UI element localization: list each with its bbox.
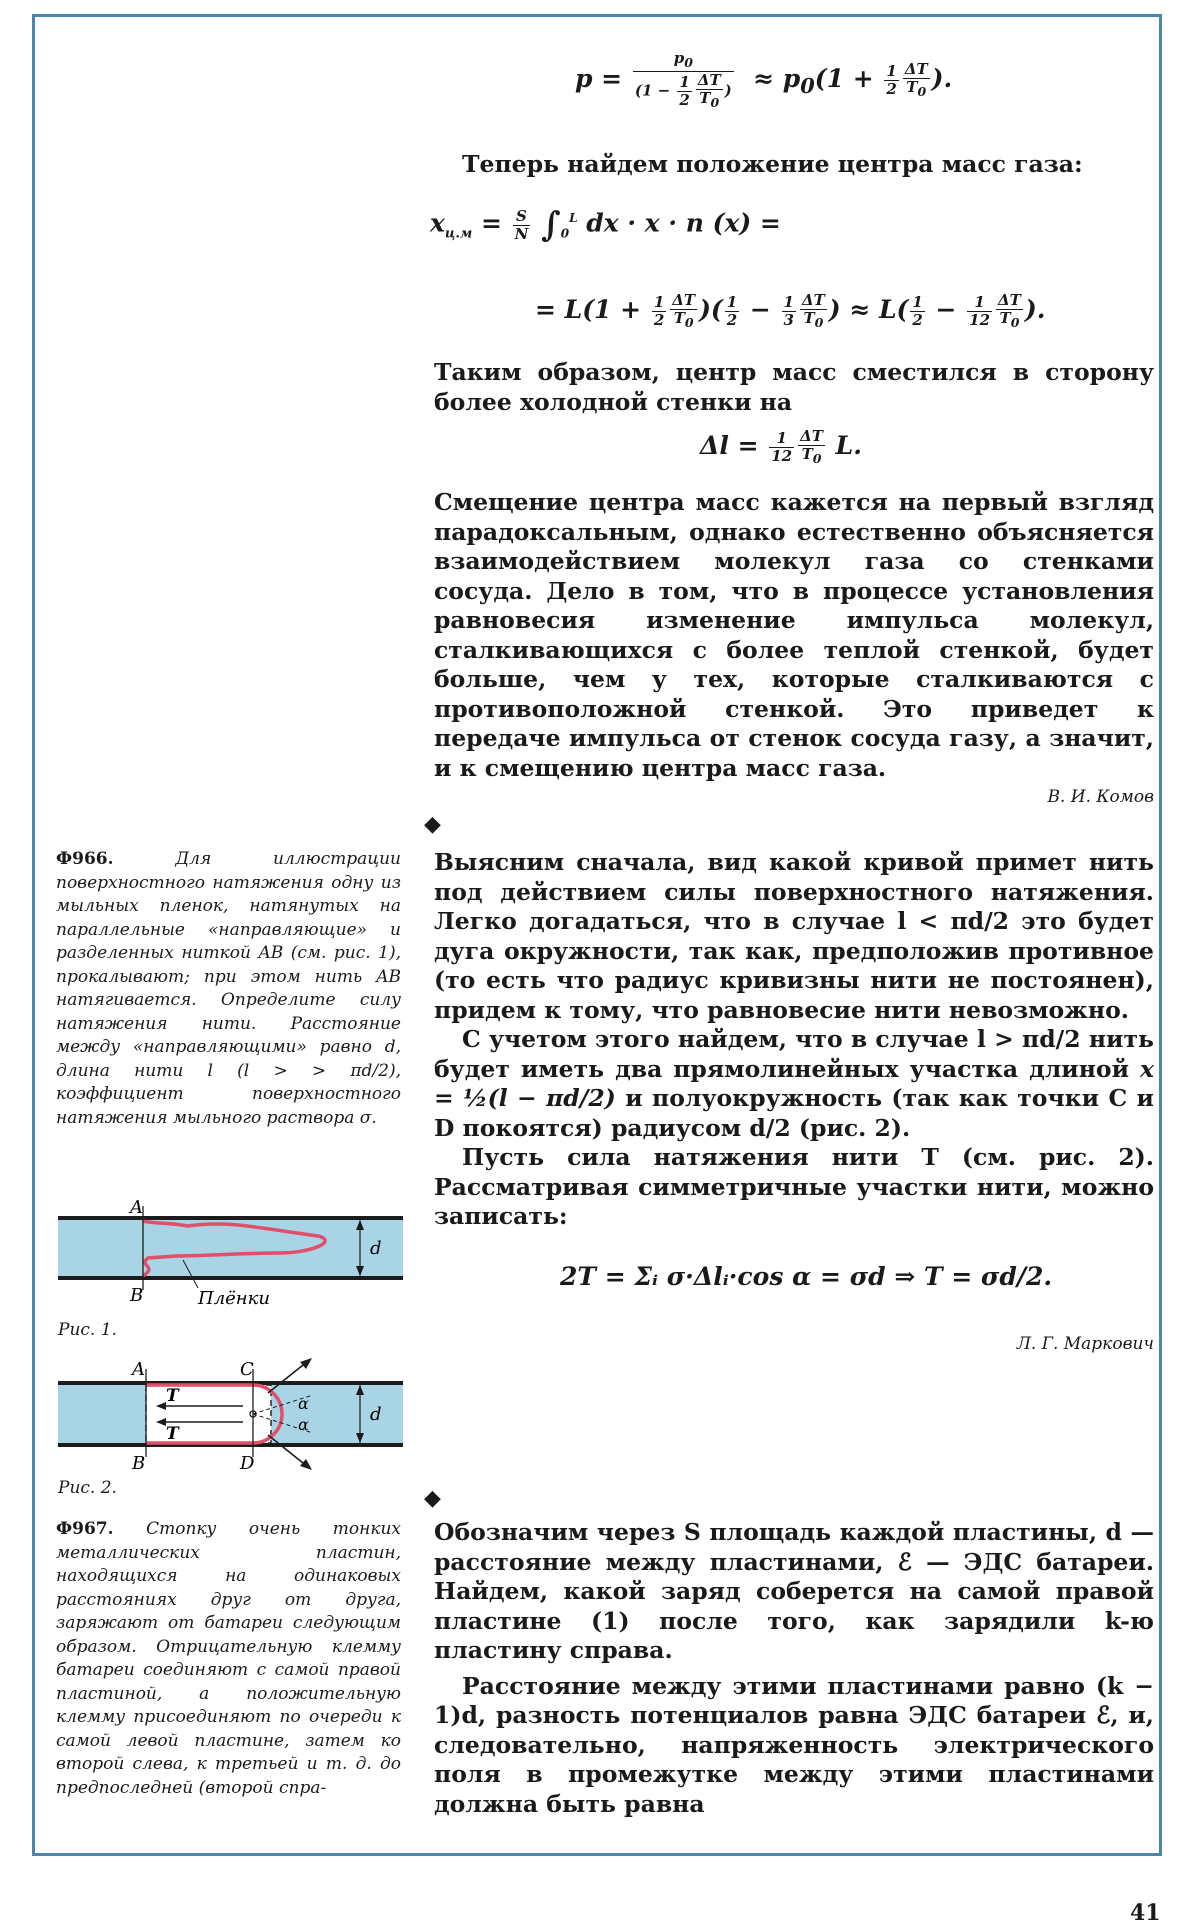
fig2-label-d-point: D — [240, 1453, 255, 1474]
f967-solution-p2: Расстояние между этими пластинами равно (k − 1)d, разность потенциалов равна ЭДС батареи ℰ, и, следовательно, напряженность электрического поля в промежутке между этими пластинами должна быть равна — [434, 1671, 1154, 1818]
figure-1 — [58, 1158, 408, 1308]
fig1-caption: Рис. 1. — [58, 1320, 117, 1340]
fig2-label-d: d — [370, 1404, 382, 1425]
fig2-film-hole — [146, 1385, 271, 1443]
author-komov: В. И. Комов — [1047, 787, 1154, 807]
page-number: 41 — [1130, 1900, 1161, 1926]
formula-xcm-1: $x_{ц.м}$ = $\frac{S}{N}$ $\int_0^L$ dx · x · n (x) = — [430, 205, 781, 245]
fig2-label-a: A — [132, 1359, 145, 1380]
fig1-label-b: B — [130, 1285, 144, 1306]
explanation-text: Смещение центра масс кажется на первый взгляд парадоксальным, однако естественно объясняется взаимодействием молекул газа со стенками сосуда. Дело в том, что в процессе установления равновесия изменение импульса молекул, сталкивающихся с более теплой стенкой, будет больше, чем у тех, которые сталкиваются с противоположной стенкой. Это приведет к передаче импульса от стенок сосуда газу, а значит, и к смещению центра масс газа. — [434, 488, 1154, 782]
fig2-caption: Рис. 2. — [58, 1478, 117, 1498]
author-markovich: Л. Г. Маркович — [1016, 1334, 1154, 1354]
figure-2 — [58, 1355, 408, 1485]
fig1-channel — [58, 1218, 403, 1278]
formula-delta-l: Δl = $\frac{1}{12}$ $\frac{\Delta T}{T_0}$ L. — [700, 427, 862, 466]
f967-solution-p1: Обозначим через S площадь каждой пластины, d — расстояние между пластинами, ℰ — ЭДС батареи. Найдем, какой заряд соберется на самой правой пластине (1) после того, как зарядили k-ю пластину справа. — [434, 1518, 1154, 1664]
f966-solution-p3: Пусть сила натяжения нити T (см. рис. 2). Рассматривая симметричные участки нити, можно записать: — [434, 1143, 1154, 1230]
section-diamond-1: ◆ — [424, 812, 441, 837]
fig2-label-alpha2: α — [298, 1415, 309, 1434]
fig2-label-b: B — [132, 1453, 146, 1474]
f966-solution-p2: С учетом этого найдем, что в случае l > πd/2 нить будет иметь два прямолинейных участка длиной x = ½(l − πd/2) и полуокружность (так как точки C и D покоятся) радиусом d/2 (рис. 2). — [434, 1025, 1154, 1142]
result-text: Таким образом, центр масс сместился в сторону более холодной стенки на — [434, 358, 1154, 416]
fig1-label-d: d — [370, 1238, 382, 1259]
f966-problem: Ф966. Для иллюстрации поверхностного натяжения одну из мыльных пленок, натянутых на параллельные «направляющие» и разделенных ниткой AB (см. рис. 1), прокалывают; при этом нить AB натягивается. Определите силу натяжения нити. Расстояние между «направляющими» равно d, длина нити l (l > > πd/2), коэффициент поверхностного натяжения мыльного раствора σ. — [56, 849, 401, 1128]
formula-tension: 2T = Σᵢ σ·Δlᵢ·cos α = σd ⇒ T = σd/2. — [560, 1262, 1053, 1291]
fig2-label-alpha1: α — [298, 1394, 309, 1413]
fig1-label-a: A — [130, 1197, 143, 1218]
f967-problem: Ф967. Стопку очень тонких металлических пластин, находящихся на одинаковых расстояниях друг от друга, заряжают от батареи следующим образом. Отрицательную клемму батареи соединяют с самой правой пластиной, а положительную клемму присоединяют по очереди к самой левой пластине, затем ко второй слева, к третьей и т. д. до предпоследней (второй спра- — [56, 1519, 402, 1798]
f966-solution-p1: Выясним сначала, вид какой кривой примет нить под действием силы поверхностного натяжения. Легко догадаться, что в случае l < πd/2 это будет дуга окружности, так как, предположив противное (то есть что радиус кривизны нити не постоянен), придем к тому, что равновесие нити невозможно. — [434, 848, 1154, 1024]
formula-xcm-2: = L(1 + $\frac{1}{2}$ $\frac{\Delta T}{T_0}$ )( $\frac{1}{2}$ − $\frac{1}{3}$ $\frac{\Delta T}{T_0}$ ) ≈ L( $\frac{1}{2}$ − $\frac{1}{12}$ $\frac{\Delta T}{T_0}$ ). — [535, 291, 1046, 330]
intro-text: Теперь найдем положение центра масс газа: — [462, 150, 1083, 178]
section-diamond-2: ◆ — [424, 1486, 441, 1511]
fig2-label-t1: T — [166, 1386, 179, 1406]
formula-p: p = $p_0$ (1 − $\frac{1}{2}$ $\frac{\Delta T}{T_0}$ ) ≈ $p_0(1$ + $\frac{1}{2}$ $\frac{\Delta T}{T_0}$ ). — [575, 49, 953, 110]
fig2-label-t2: T — [166, 1424, 179, 1444]
fig1-label-films: Плёнки — [198, 1288, 271, 1308]
fig2-label-c: C — [240, 1359, 254, 1380]
